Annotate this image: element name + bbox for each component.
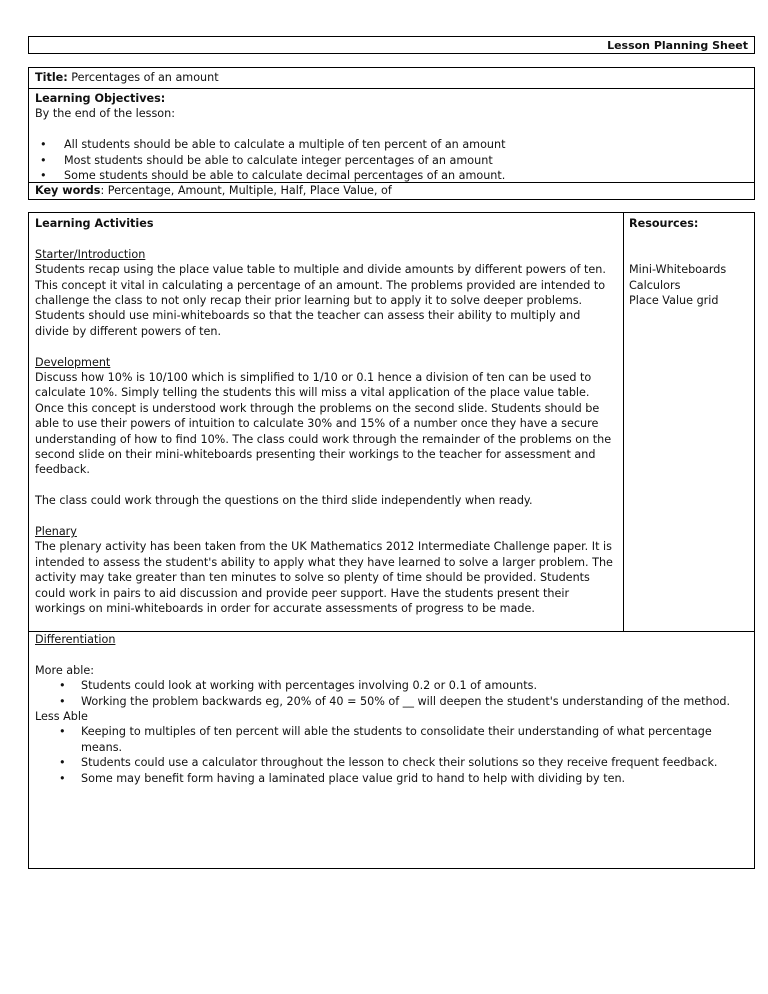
development-text-2: The class could work through the questions on the third slide independently when ready. (35, 494, 533, 508)
title-row (28, 67, 755, 89)
more-able-label: More able: (35, 663, 95, 677)
list-item: • Most students should be able to calculate integer percentages of an amount (35, 153, 748, 168)
sheet-title: Lesson Planning Sheet (607, 39, 748, 52)
starter-heading: Starter/Introduction (35, 247, 146, 261)
list-item: Place Value grid (629, 294, 719, 307)
more-able-list (35, 678, 744, 709)
list-item: • Working the problem backwards eg, 20% of 40 = 50% of __ will deepen the student's understanding of the method. (35, 694, 744, 709)
title-value: Percentages of an amount (71, 71, 219, 84)
differentiation-heading: Differentiation (35, 633, 116, 646)
list-item: Calculors (629, 278, 681, 292)
list-item: • Keeping to multiples of ten percent will able the students to consolidate their understanding of what percentage means. (35, 724, 744, 755)
objectives-list (35, 137, 748, 183)
activities-heading: Learning Activities (35, 217, 154, 230)
less-able-label: Less Able (35, 710, 88, 724)
header-box (28, 36, 755, 54)
objectives-heading: Learning Objectives: (35, 92, 166, 105)
development-text: Discuss how 10% is 10/100 which is simplified to 1/10 or 0.1 hence a division of ten can be used to calculate 10%. Simply telling the students this will miss a vital application of the place value table. Once this concept is understood work through the problems on the second slide. Students should be able to use their powers of intuition to calculate 30% and 15% of a number once they have a secure understanding of how to find 10%. The class could work through the remainder of the problems on the second slide on their mini-whiteboards presenting their workings to the teacher for assessment and feedback. (35, 371, 612, 477)
list-item: • All students should be able to calculate a multiple of ten percent of an amount (35, 137, 748, 152)
plenary-text: The plenary activity has been taken from the UK Mathematics 2012 Intermediate Challenge paper. It is intended to assess the student's ability to apply what they have learned to solve a larger problem. The activity may take greater than ten minutes to solve so plenty of time should be provided. Students could work in pairs to aid discussion and provide peer support. Have the students present their workings on mini-whiteboards in order for accurate assessments of progress to be made. (35, 540, 613, 616)
starter-text: Students recap using the place value table to multiple and divide amounts by different powers of ten. This concept it vital in calculating a percentage of an amount. The problems provided are intended to challenge the class to not only recap their prior learning but to apply it to solve deeper problems. Students should use mini-whiteboards so that the teacher can assess their ability to multiply and divide by different powers of ten. (35, 263, 606, 338)
list-item: • Some students should be able to calculate decimal percentages of an amount. (35, 168, 748, 183)
objectives-section (28, 88, 755, 183)
keywords-label: Key words (35, 184, 101, 197)
list-item: • Students could look at working with percentages involving 0.2 or 0.1 of amounts. (35, 678, 744, 693)
title-label: Title: (35, 71, 68, 84)
list-item: • Some may benefit form having a laminated place value grid to hand to help with dividing by ten. (35, 771, 744, 786)
keywords-value: : Percentage, Amount, Multiple, Half, Place Value, of (100, 184, 392, 197)
resources-heading: Resources: (629, 217, 699, 230)
list-item: • Students could use a calculator throughout the lesson to check their solutions so they receive frequent feedback. (35, 755, 744, 770)
plenary-heading: Plenary (35, 525, 77, 539)
objectives-intro: By the end of the lesson: (35, 107, 176, 121)
resources-section (623, 212, 755, 632)
differentiation-section (28, 631, 755, 869)
development-heading: Development (35, 355, 111, 369)
less-able-list (35, 724, 744, 786)
list-item: Mini-Whiteboards (629, 263, 727, 277)
activities-section (28, 212, 624, 632)
keywords-row (28, 182, 755, 200)
